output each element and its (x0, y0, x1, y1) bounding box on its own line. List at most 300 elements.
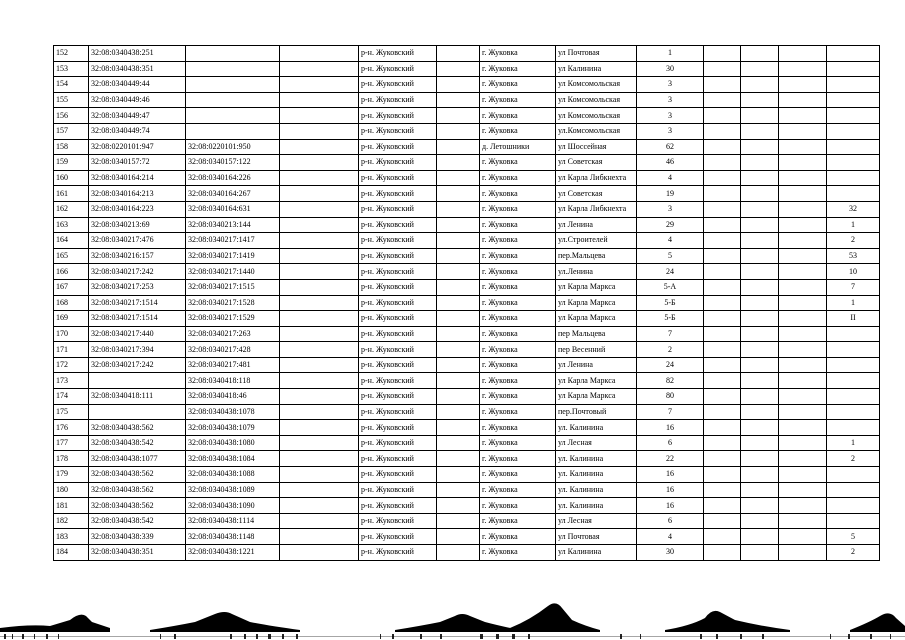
related-cadastral-number-cell: 32:08:0340418:46 (186, 389, 280, 405)
blank-col-11-cell (741, 46, 779, 62)
blank-col-10-cell (704, 357, 741, 373)
row-number-cell: 180 (54, 482, 89, 498)
blank-col-10-cell (704, 373, 741, 389)
settlement-cell: г. Жуковка (480, 217, 556, 233)
district-cell: р-н. Жуковский (359, 201, 437, 217)
house-number-cell: 16 (637, 498, 704, 514)
settlement-cell: г. Жуковка (480, 170, 556, 186)
row-number-cell: 171 (54, 342, 89, 358)
blank-col-6-cell (437, 498, 480, 514)
blank-col-4-cell (280, 46, 359, 62)
street-cell: ул Карла Маркса (556, 295, 637, 311)
table-row (54, 264, 880, 280)
house-number-cell: 5-А (637, 279, 704, 295)
blank-col-11-cell (741, 451, 779, 467)
blank-col-11-cell (741, 108, 779, 124)
blank-col-10-cell (704, 61, 741, 77)
cadastral-number-cell: 32:08:0340438:562 (89, 498, 186, 514)
blank-col-12-cell (779, 513, 827, 529)
blank-col-12-cell (779, 435, 827, 451)
house-number-cell: 6 (637, 513, 704, 529)
house-number-cell: 16 (637, 420, 704, 436)
blank-col-10-cell (704, 186, 741, 202)
row-number-cell: 164 (54, 233, 89, 249)
blank-col-4-cell (280, 342, 359, 358)
blank-col-4-cell (280, 186, 359, 202)
cadastral-number-cell: 32:08:0340164:214 (89, 170, 186, 186)
blank-col-12-cell (779, 357, 827, 373)
blank-col-12-cell (779, 61, 827, 77)
apartment-number-cell (827, 108, 880, 124)
cadastral-number-cell: 32:08:0340438:562 (89, 467, 186, 483)
blank-col-12-cell (779, 404, 827, 420)
blank-col-6-cell (437, 46, 480, 62)
cadastral-number-cell: 32:08:0340449:47 (89, 108, 186, 124)
street-cell: ул Карла Маркса (556, 279, 637, 295)
cadastral-number-cell: 32:08:0340438:251 (89, 46, 186, 62)
district-cell: р-н. Жуковский (359, 170, 437, 186)
blank-col-6-cell (437, 248, 480, 264)
blank-col-12-cell (779, 482, 827, 498)
settlement-cell: г. Жуковка (480, 77, 556, 93)
related-cadastral-number-cell: 32:08:0340164:226 (186, 170, 280, 186)
table-row (54, 342, 880, 358)
row-number-cell: 168 (54, 295, 89, 311)
table-row (54, 467, 880, 483)
blank-col-11-cell (741, 545, 779, 561)
blank-col-10-cell (704, 155, 741, 171)
street-cell: ул. Калинина (556, 451, 637, 467)
district-cell: р-н. Жуковский (359, 529, 437, 545)
row-number-cell: 161 (54, 186, 89, 202)
district-cell: р-н. Жуковский (359, 357, 437, 373)
settlement-cell: г. Жуковка (480, 389, 556, 405)
row-number-cell: 156 (54, 108, 89, 124)
blank-col-11-cell (741, 123, 779, 139)
blank-col-4-cell (280, 373, 359, 389)
row-number-cell: 175 (54, 404, 89, 420)
district-cell: р-н. Жуковский (359, 46, 437, 62)
blank-col-4-cell (280, 295, 359, 311)
table-row (54, 404, 880, 420)
settlement-cell: г. Жуковка (480, 155, 556, 171)
house-number-cell: 3 (637, 77, 704, 93)
house-number-cell: 3 (637, 108, 704, 124)
table-row (54, 108, 880, 124)
blank-col-10-cell (704, 467, 741, 483)
scan-noise-strip (0, 592, 905, 640)
apartment-number-cell (827, 342, 880, 358)
row-number-cell: 160 (54, 170, 89, 186)
row-number-cell: 172 (54, 357, 89, 373)
blank-col-6-cell (437, 467, 480, 483)
blank-col-11-cell (741, 155, 779, 171)
blank-col-6-cell (437, 373, 480, 389)
district-cell: р-н. Жуковский (359, 311, 437, 327)
blank-col-12-cell (779, 279, 827, 295)
blank-col-6-cell (437, 264, 480, 280)
blank-col-6-cell (437, 170, 480, 186)
blank-col-6-cell (437, 342, 480, 358)
row-number-cell: 159 (54, 155, 89, 171)
blank-col-10-cell (704, 529, 741, 545)
related-cadastral-number-cell: 32:08:0340217:428 (186, 342, 280, 358)
row-number-cell: 163 (54, 217, 89, 233)
blank-col-4-cell (280, 123, 359, 139)
apartment-number-cell: 32 (827, 201, 880, 217)
blank-col-4-cell (280, 108, 359, 124)
house-number-cell: 29 (637, 217, 704, 233)
blank-col-11-cell (741, 217, 779, 233)
blank-col-12-cell (779, 389, 827, 405)
cadastral-number-cell (89, 404, 186, 420)
blank-col-11-cell (741, 373, 779, 389)
related-cadastral-number-cell: 32:08:0340438:1080 (186, 435, 280, 451)
related-cadastral-number-cell: 32:08:0340438:1079 (186, 420, 280, 436)
related-cadastral-number-cell: 32:08:0340217:1440 (186, 264, 280, 280)
blank-col-12-cell (779, 451, 827, 467)
house-number-cell: 24 (637, 264, 704, 280)
row-number-cell: 166 (54, 264, 89, 280)
blank-col-11-cell (741, 61, 779, 77)
blank-col-11-cell (741, 279, 779, 295)
table-row (54, 435, 880, 451)
apartment-number-cell (827, 61, 880, 77)
blank-col-4-cell (280, 311, 359, 327)
related-cadastral-number-cell: 32:08:0340217:1419 (186, 248, 280, 264)
row-number-cell: 174 (54, 389, 89, 405)
related-cadastral-number-cell: 32:08:0340217:263 (186, 326, 280, 342)
house-number-cell: 82 (637, 373, 704, 389)
apartment-number-cell (827, 77, 880, 93)
row-number-cell: 182 (54, 513, 89, 529)
street-cell: ул Карла Маркса (556, 311, 637, 327)
blank-col-12-cell (779, 264, 827, 280)
row-number-cell: 177 (54, 435, 89, 451)
cadastral-number-cell (89, 373, 186, 389)
blank-col-11-cell (741, 233, 779, 249)
street-cell: ул Карла Маркса (556, 389, 637, 405)
related-cadastral-number-cell: 32:08:0340213:144 (186, 217, 280, 233)
table-row (54, 139, 880, 155)
district-cell: р-н. Жуковский (359, 435, 437, 451)
table-row (54, 389, 880, 405)
apartment-number-cell (827, 170, 880, 186)
apartment-number-cell: 7 (827, 279, 880, 295)
cadastral-number-cell: 32:08:0340216:157 (89, 248, 186, 264)
blank-col-10-cell (704, 248, 741, 264)
street-cell: ул Комсомольская (556, 108, 637, 124)
blank-col-10-cell (704, 77, 741, 93)
settlement-cell: г. Жуковка (480, 451, 556, 467)
blank-col-12-cell (779, 311, 827, 327)
blank-col-6-cell (437, 435, 480, 451)
blank-col-12-cell (779, 295, 827, 311)
house-number-cell: 4 (637, 233, 704, 249)
table-row (54, 513, 880, 529)
cadastral-number-cell: 32:08:0340438:351 (89, 545, 186, 561)
row-number-cell: 170 (54, 326, 89, 342)
row-number-cell: 183 (54, 529, 89, 545)
blank-col-12-cell (779, 467, 827, 483)
blank-col-4-cell (280, 482, 359, 498)
blank-col-12-cell (779, 139, 827, 155)
row-number-cell: 181 (54, 498, 89, 514)
table-row (54, 46, 880, 62)
blank-col-10-cell (704, 108, 741, 124)
blank-col-4-cell (280, 529, 359, 545)
apartment-number-cell (827, 123, 880, 139)
apartment-number-cell (827, 186, 880, 202)
blank-col-6-cell (437, 108, 480, 124)
blank-col-4-cell (280, 389, 359, 405)
blank-col-4-cell (280, 92, 359, 108)
blank-col-6-cell (437, 186, 480, 202)
street-cell: ул Советская (556, 186, 637, 202)
table-row (54, 123, 880, 139)
blank-col-11-cell (741, 467, 779, 483)
settlement-cell: г. Жуковка (480, 123, 556, 139)
cadastral-number-cell: 32:08:0340164:223 (89, 201, 186, 217)
blank-col-10-cell (704, 389, 741, 405)
house-number-cell: 3 (637, 92, 704, 108)
street-cell: ул.Комсомольская (556, 123, 637, 139)
house-number-cell: 16 (637, 482, 704, 498)
blank-col-12-cell (779, 77, 827, 93)
street-cell: пер Весенний (556, 342, 637, 358)
district-cell: р-н. Жуковский (359, 77, 437, 93)
related-cadastral-number-cell: 32:08:0340157:122 (186, 155, 280, 171)
related-cadastral-number-cell (186, 92, 280, 108)
blank-col-11-cell (741, 389, 779, 405)
street-cell: ул Лесная (556, 513, 637, 529)
related-cadastral-number-cell: 32:08:0340438:1084 (186, 451, 280, 467)
blank-col-6-cell (437, 451, 480, 467)
cadastral-number-cell: 32:08:0340438:339 (89, 529, 186, 545)
blank-col-11-cell (741, 435, 779, 451)
district-cell: р-н. Жуковский (359, 139, 437, 155)
related-cadastral-number-cell: 32:08:0340438:1148 (186, 529, 280, 545)
district-cell: р-н. Жуковский (359, 389, 437, 405)
related-cadastral-number-cell: 32:08:0340438:1114 (186, 513, 280, 529)
settlement-cell: г. Жуковка (480, 264, 556, 280)
related-cadastral-number-cell: 32:08:0340438:1088 (186, 467, 280, 483)
apartment-number-cell (827, 46, 880, 62)
blank-col-6-cell (437, 123, 480, 139)
blank-col-12-cell (779, 92, 827, 108)
blank-col-4-cell (280, 61, 359, 77)
blank-col-6-cell (437, 326, 480, 342)
blank-col-10-cell (704, 170, 741, 186)
row-number-cell: 178 (54, 451, 89, 467)
district-cell: р-н. Жуковский (359, 279, 437, 295)
table-row (54, 279, 880, 295)
blank-col-11-cell (741, 139, 779, 155)
blank-col-10-cell (704, 326, 741, 342)
blank-col-12-cell (779, 529, 827, 545)
table-row (54, 311, 880, 327)
settlement-cell: г. Жуковка (480, 46, 556, 62)
settlement-cell: г. Жуковка (480, 435, 556, 451)
settlement-cell: г. Жуковка (480, 482, 556, 498)
related-cadastral-number-cell (186, 108, 280, 124)
blank-col-10-cell (704, 139, 741, 155)
blank-col-6-cell (437, 404, 480, 420)
settlement-cell: г. Жуковка (480, 545, 556, 561)
settlement-cell: г. Жуковка (480, 108, 556, 124)
street-cell: ул Лесная (556, 435, 637, 451)
settlement-cell: г. Жуковка (480, 420, 556, 436)
apartment-number-cell (827, 498, 880, 514)
related-cadastral-number-cell: 32:08:0340217:1529 (186, 311, 280, 327)
house-number-cell: 5-Б (637, 311, 704, 327)
blank-col-11-cell (741, 513, 779, 529)
related-cadastral-number-cell: 32:08:0340438:1221 (186, 545, 280, 561)
blank-col-6-cell (437, 155, 480, 171)
settlement-cell: г. Жуковка (480, 279, 556, 295)
house-number-cell: 30 (637, 545, 704, 561)
house-number-cell: 5-Б (637, 295, 704, 311)
street-cell: ул Комсомольская (556, 77, 637, 93)
district-cell: р-н. Жуковский (359, 186, 437, 202)
related-cadastral-number-cell: 32:08:0340164:267 (186, 186, 280, 202)
row-number-cell: 167 (54, 279, 89, 295)
street-cell: ул Карла Либкнехта (556, 170, 637, 186)
house-number-cell: 16 (637, 467, 704, 483)
apartment-number-cell (827, 482, 880, 498)
blank-col-4-cell (280, 326, 359, 342)
street-cell: ул Калинина (556, 545, 637, 561)
blank-col-6-cell (437, 545, 480, 561)
blank-col-4-cell (280, 77, 359, 93)
blank-col-6-cell (437, 201, 480, 217)
apartment-number-cell (827, 326, 880, 342)
cadastral-number-cell: 32:08:0340449:74 (89, 123, 186, 139)
cadastral-number-cell: 32:08:0340217:242 (89, 357, 186, 373)
blank-col-12-cell (779, 108, 827, 124)
cadastral-number-cell: 32:08:0340157:72 (89, 155, 186, 171)
table-row (54, 545, 880, 561)
blank-col-6-cell (437, 420, 480, 436)
blank-col-11-cell (741, 92, 779, 108)
blank-col-10-cell (704, 217, 741, 233)
apartment-number-cell: 2 (827, 451, 880, 467)
apartment-number-cell (827, 404, 880, 420)
cadastral-number-cell: 32:08:0340438:1077 (89, 451, 186, 467)
house-number-cell: 2 (637, 342, 704, 358)
district-cell: р-н. Жуковский (359, 482, 437, 498)
blank-col-10-cell (704, 123, 741, 139)
settlement-cell: г. Жуковка (480, 357, 556, 373)
district-cell: р-н. Жуковский (359, 326, 437, 342)
district-cell: р-н. Жуковский (359, 404, 437, 420)
blank-col-6-cell (437, 513, 480, 529)
blank-col-11-cell (741, 77, 779, 93)
row-number-cell: 169 (54, 311, 89, 327)
house-number-cell: 62 (637, 139, 704, 155)
blank-col-11-cell (741, 482, 779, 498)
cadastral-number-cell: 32:08:0340438:542 (89, 513, 186, 529)
table-body (54, 46, 880, 561)
cadastral-number-cell: 32:08:0340438:542 (89, 435, 186, 451)
settlement-cell: г. Жуковка (480, 248, 556, 264)
cadastral-number-cell: 32:08:0340213:69 (89, 217, 186, 233)
blank-col-12-cell (779, 217, 827, 233)
cadastral-number-cell: 32:08:0340217:1514 (89, 295, 186, 311)
blank-col-12-cell (779, 155, 827, 171)
street-cell: ул. Калинина (556, 467, 637, 483)
blank-col-11-cell (741, 529, 779, 545)
street-cell: ул. Калинина (556, 482, 637, 498)
settlement-cell: г. Жуковка (480, 92, 556, 108)
blank-col-10-cell (704, 420, 741, 436)
district-cell: р-н. Жуковский (359, 451, 437, 467)
row-number-cell: 162 (54, 201, 89, 217)
district-cell: р-н. Жуковский (359, 420, 437, 436)
table-row (54, 482, 880, 498)
blank-col-4-cell (280, 513, 359, 529)
table-row (54, 170, 880, 186)
blank-col-10-cell (704, 233, 741, 249)
house-number-cell: 30 (637, 61, 704, 77)
cadastral-number-cell: 32:08:0340438:562 (89, 420, 186, 436)
table-row (54, 498, 880, 514)
cadastral-number-cell: 32:08:0340217:1514 (89, 311, 186, 327)
related-cadastral-number-cell (186, 46, 280, 62)
district-cell: р-н. Жуковский (359, 248, 437, 264)
street-cell: ул.Ленина (556, 264, 637, 280)
blank-col-12-cell (779, 233, 827, 249)
street-cell: ул Ленина (556, 217, 637, 233)
house-number-cell: 4 (637, 529, 704, 545)
apartment-number-cell: 53 (827, 248, 880, 264)
blank-col-6-cell (437, 92, 480, 108)
house-number-cell: 19 (637, 186, 704, 202)
related-cadastral-number-cell: 32:08:0340217:1417 (186, 233, 280, 249)
blank-col-11-cell (741, 342, 779, 358)
table-row (54, 61, 880, 77)
blank-col-4-cell (280, 357, 359, 373)
street-cell: ул Ленина (556, 357, 637, 373)
house-number-cell: 4 (637, 170, 704, 186)
blank-col-11-cell (741, 248, 779, 264)
apartment-number-cell: 1 (827, 217, 880, 233)
settlement-cell: г. Жуковка (480, 513, 556, 529)
settlement-cell: г. Жуковка (480, 342, 556, 358)
table-row (54, 326, 880, 342)
table-row (54, 186, 880, 202)
settlement-cell: г. Жуковка (480, 467, 556, 483)
house-number-cell: 3 (637, 201, 704, 217)
district-cell: р-н. Жуковский (359, 467, 437, 483)
district-cell: р-н. Жуковский (359, 108, 437, 124)
blank-col-12-cell (779, 123, 827, 139)
street-cell: ул.Строителей (556, 233, 637, 249)
cadastral-number-cell: 32:08:0340418:111 (89, 389, 186, 405)
blank-col-10-cell (704, 311, 741, 327)
house-number-cell: 24 (637, 357, 704, 373)
blank-col-10-cell (704, 342, 741, 358)
street-cell: ул Шоссейная (556, 139, 637, 155)
cadastral-number-cell: 32:08:0340217:242 (89, 264, 186, 280)
row-number-cell: 155 (54, 92, 89, 108)
blank-col-10-cell (704, 92, 741, 108)
house-number-cell: 46 (637, 155, 704, 171)
district-cell: р-н. Жуковский (359, 498, 437, 514)
related-cadastral-number-cell: 32:08:0340164:631 (186, 201, 280, 217)
blank-col-6-cell (437, 389, 480, 405)
settlement-cell: г. Жуковка (480, 373, 556, 389)
